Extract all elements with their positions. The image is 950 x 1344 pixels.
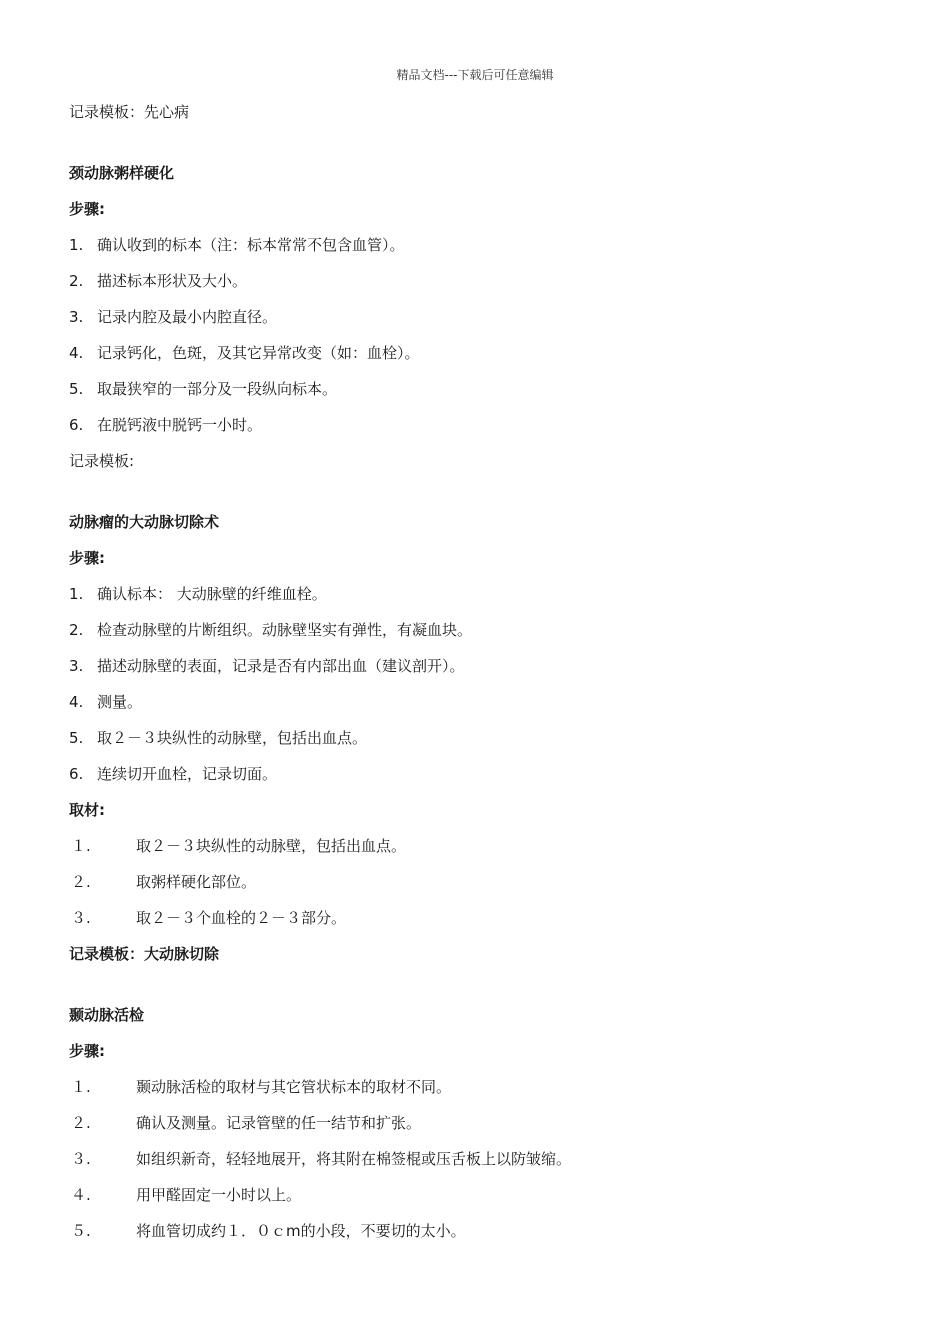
list-item xyxy=(69,1110,889,1146)
list-item xyxy=(69,833,889,869)
steps-label: 步骤: xyxy=(69,200,105,218)
item-text: 确认收到的标本（注：标本常常不包含血管）。 xyxy=(97,236,405,254)
item-text: 检查动脉壁的片断组织。动脉壁坚实有弹性，有凝血块。 xyxy=(97,621,473,639)
item-number: 1. xyxy=(69,236,84,254)
item-text: 颞动脉活检的取材与其它管状标本的取材不同。 xyxy=(136,1078,452,1096)
item-text: 如组织新奇，轻轻地展开，将其附在棉签棍或压舌板上以防皱缩。 xyxy=(136,1150,572,1168)
list-item xyxy=(69,869,889,905)
item-text: 描述标本形状及大小。 xyxy=(97,272,248,290)
template-label: 记录模板：大动脉切除 xyxy=(69,945,220,963)
item-number: 2. xyxy=(69,621,84,639)
section-carotid-atherosclerosis xyxy=(69,160,889,484)
item-number: ５. xyxy=(71,1222,91,1240)
item-number: 6. xyxy=(69,416,84,434)
section-temporal-artery-biopsy xyxy=(69,1002,889,1254)
list-item xyxy=(69,617,889,653)
list-item xyxy=(69,653,889,689)
sampling-label: 取材: xyxy=(69,801,105,819)
item-text: 连续切开血栓，记录切面。 xyxy=(97,765,278,783)
template-label: 记录模板: xyxy=(69,452,135,470)
item-number: 3. xyxy=(69,308,84,326)
list-item xyxy=(69,232,889,268)
section-title: 动脉瘤的大动脉切除术 xyxy=(69,513,220,531)
section-title: 颞动脉活检 xyxy=(69,1006,145,1024)
item-text: 描述动脉壁的表面，记录是否有内部出血（建议剖开）。 xyxy=(97,657,465,675)
item-number: ２. xyxy=(71,1114,91,1132)
spacer xyxy=(69,135,889,160)
item-number: 6. xyxy=(69,765,84,783)
item-text: 在脱钙液中脱钙一小时。 xyxy=(97,416,263,434)
page-header: 精品文档---下载后可任意编辑 xyxy=(396,68,554,82)
item-text: 取２－３块纵性的动脉壁，包括出血点。 xyxy=(136,837,407,855)
intro-template-label: 记录模板：先心病 xyxy=(69,103,190,121)
item-number: 4. xyxy=(69,344,84,362)
item-text: 取最狭窄的一部分及一段纵向标本。 xyxy=(97,380,338,398)
list-item xyxy=(69,268,889,304)
list-item xyxy=(69,761,889,797)
spacer xyxy=(69,977,889,1002)
item-text: 将血管切成约１．０ｃm的小段，不要切的太小。 xyxy=(136,1222,466,1240)
item-number: １. xyxy=(71,1078,91,1096)
item-number: 4. xyxy=(69,693,84,711)
item-text: 记录钙化，色斑，及其它异常改变（如：血栓）。 xyxy=(97,344,420,362)
list-item xyxy=(69,304,889,340)
item-number: 2. xyxy=(69,272,84,290)
document-body xyxy=(69,99,889,1254)
item-text: 取２－３块纵性的动脉壁，包括出血点。 xyxy=(97,729,368,747)
list-item xyxy=(69,581,889,617)
item-number: １. xyxy=(71,837,91,855)
section-aortic-aneurysm-resection xyxy=(69,509,889,977)
item-text: 确认及测量。记录管壁的任一结节和扩张。 xyxy=(136,1114,422,1132)
list-item xyxy=(69,340,889,376)
item-text: 测量。 xyxy=(97,693,143,711)
item-number: ３. xyxy=(71,1150,91,1168)
steps-label: 步骤: xyxy=(69,549,105,567)
list-item xyxy=(69,1146,889,1182)
item-number: 5. xyxy=(69,729,84,747)
steps-label: 步骤: xyxy=(69,1042,105,1060)
item-number: 3. xyxy=(69,657,84,675)
list-item xyxy=(69,1218,889,1254)
item-number: 5. xyxy=(69,380,84,398)
list-item xyxy=(69,725,889,761)
item-text: 确认标本： 大动脉壁的纤维血栓。 xyxy=(97,585,327,603)
section-title: 颈动脉粥样硬化 xyxy=(69,164,175,182)
spacer xyxy=(69,484,889,509)
list-item xyxy=(69,1074,889,1110)
item-number: ４. xyxy=(71,1186,91,1204)
item-text: 用甲醛固定一小时以上。 xyxy=(136,1186,302,1204)
item-text: 记录内腔及最小内腔直径。 xyxy=(97,308,278,326)
item-number: 1. xyxy=(69,585,84,603)
item-number: ２. xyxy=(71,873,91,891)
list-item xyxy=(69,1182,889,1218)
list-item xyxy=(69,689,889,725)
list-item xyxy=(69,905,889,941)
list-item xyxy=(69,412,889,448)
list-item xyxy=(69,376,889,412)
item-text: 取粥样硬化部位。 xyxy=(136,873,257,891)
item-text: 取２－３个血栓的２－３部分。 xyxy=(136,909,347,927)
item-number: ３. xyxy=(71,909,91,927)
